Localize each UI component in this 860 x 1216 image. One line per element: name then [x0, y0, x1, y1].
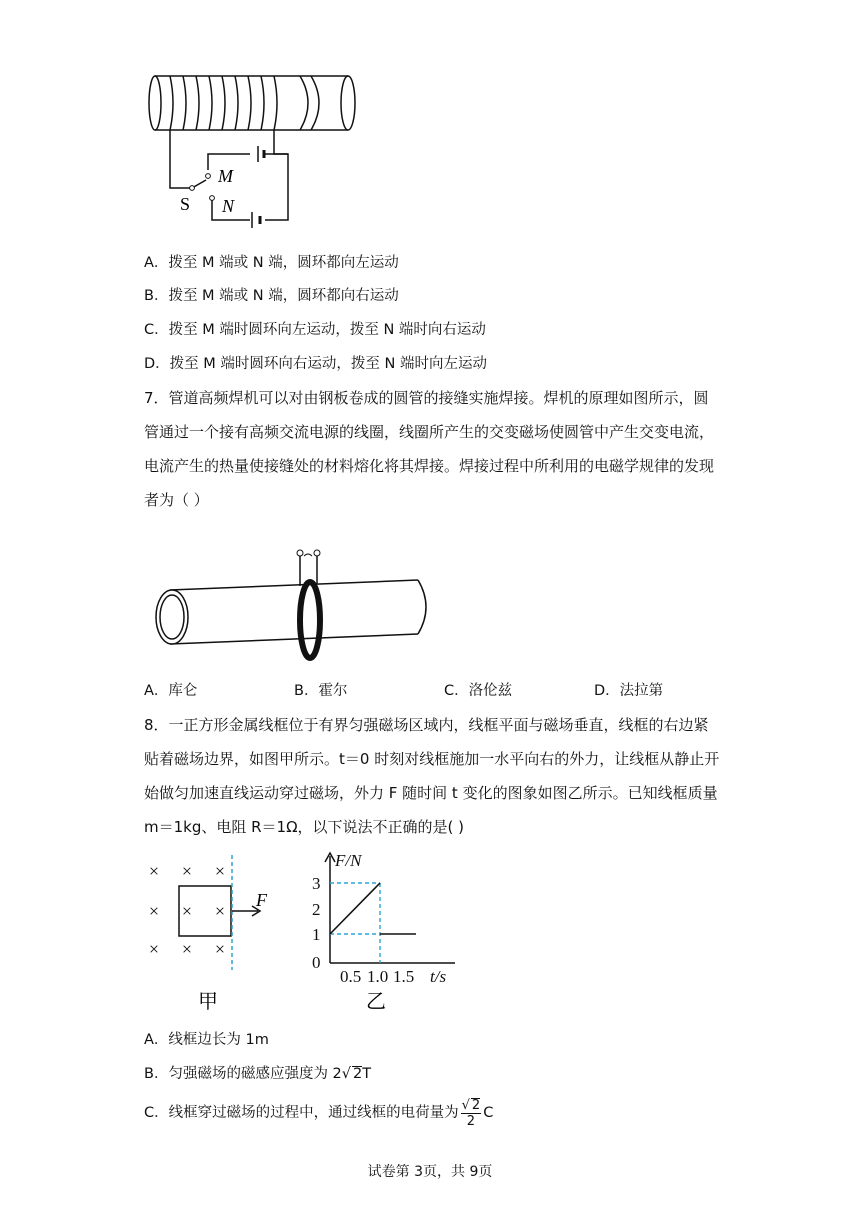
q6-option-a: A．拨至 M 端或 N 端，圆环都向左运动 [144, 255, 399, 271]
y-tick-3: 3 [312, 874, 321, 893]
cross-mark: × [181, 939, 193, 959]
cross-mark: × [148, 901, 160, 921]
sqrt-radicand: 2 [353, 1066, 363, 1082]
x-tick-10: 1.0 [367, 967, 389, 986]
frac-denominator: 2 [466, 1113, 476, 1129]
q7-line-2: 管通过一个接有高频交流电源的线圈，线圈所产生的交变磁场使圆管中产生交变电流， [144, 423, 715, 441]
x-tick-15: 1.5 [393, 967, 415, 986]
q7-line-3: 电流产生的热量使接缝处的材料熔化将其焊接。焊接过程中所利用的电磁学规律的发现 [144, 457, 715, 475]
cross-mark: × [148, 939, 160, 959]
label-n: N [222, 196, 235, 216]
sqrt-symbol: √ [461, 1097, 470, 1113]
y-tick-2: 2 [312, 900, 321, 919]
pipe-welder-figure [150, 544, 440, 664]
solenoid-circuit-figure [140, 70, 370, 230]
caption-yi: 乙 [366, 991, 386, 1013]
cross-mark: × [181, 901, 193, 921]
q7-option-b: B．霍尔 [294, 683, 348, 699]
q8-line-3: 始做匀加速直线运动穿过磁场，外力 F 随时间 t 变化的图象如图乙所示。已知线框质量 [144, 784, 718, 802]
force-time-graph [300, 848, 470, 1016]
frac-numerator: 2 [471, 1097, 481, 1113]
force-ramp-line [330, 883, 380, 934]
q6-option-d: D．拨至 M 端时圆环向右运动，拨至 N 端时向左运动 [144, 356, 487, 372]
y-axis-label: F/N [335, 851, 362, 870]
q7-line-1: 7．管道高频焊机可以对由钢板卷成的圆管的接缝实施焊接。焊机的原理如图所示，圆 [144, 389, 709, 407]
label-m: M [218, 166, 233, 186]
cross-mark: × [181, 861, 193, 881]
q7-line-4: 者为（ ） [144, 491, 209, 509]
x-tick-05: 0.5 [340, 967, 362, 986]
q8-line-2: 贴着磁场边界，如图甲所示。t＝0 时刻对线框施加一水平向右的外力，让线框从静止开 [144, 750, 720, 768]
y-tick-0: 0 [312, 953, 321, 972]
q8-option-a: A．线框边长为 1m [144, 1032, 269, 1048]
q8-option-c: C．线框穿过磁场的过程中，通过线框的电荷量为 $\frac{√ 2}{2}$ C [144, 1097, 494, 1129]
cross-mark: × [214, 901, 226, 921]
q7-option-d: D．法拉第 [594, 683, 664, 699]
q6-option-c: C．拨至 M 端时圆环向左运动，拨至 N 端时向右运动 [144, 322, 486, 338]
q6-option-b: B．拨至 M 端或 N 端，圆环都向右运动 [144, 288, 399, 304]
force-label: F [256, 890, 267, 910]
magnetic-field-figure [140, 850, 280, 1015]
label-s: S [180, 194, 191, 214]
cross-mark: × [214, 939, 226, 959]
x-axis-label: t/s [430, 967, 447, 986]
cross-mark: × [214, 861, 226, 881]
caption-jia: 甲 [198, 991, 218, 1013]
q8-line-1: 8．一正方形金属线框位于有界匀强磁场区域内，线框平面与磁场垂直，线框的右边紧 [144, 716, 709, 734]
cross-mark: × [148, 861, 160, 881]
fraction [461, 1098, 482, 1129]
page-footer: 试卷第 3页，共 9页 [367, 1164, 493, 1180]
sqrt-symbol: √ [341, 1066, 352, 1082]
q8-option-b: B．匀强磁场的磁感应强度为 2√ 2T [144, 1066, 372, 1082]
q8-line-4: m＝1kg、电阻 R＝1Ω，以下说法不正确的是( ) [144, 818, 465, 836]
y-tick-1: 1 [312, 925, 321, 944]
q7-option-a: A．库仑 [144, 683, 198, 699]
q7-option-c: C．洛伦兹 [444, 683, 513, 699]
